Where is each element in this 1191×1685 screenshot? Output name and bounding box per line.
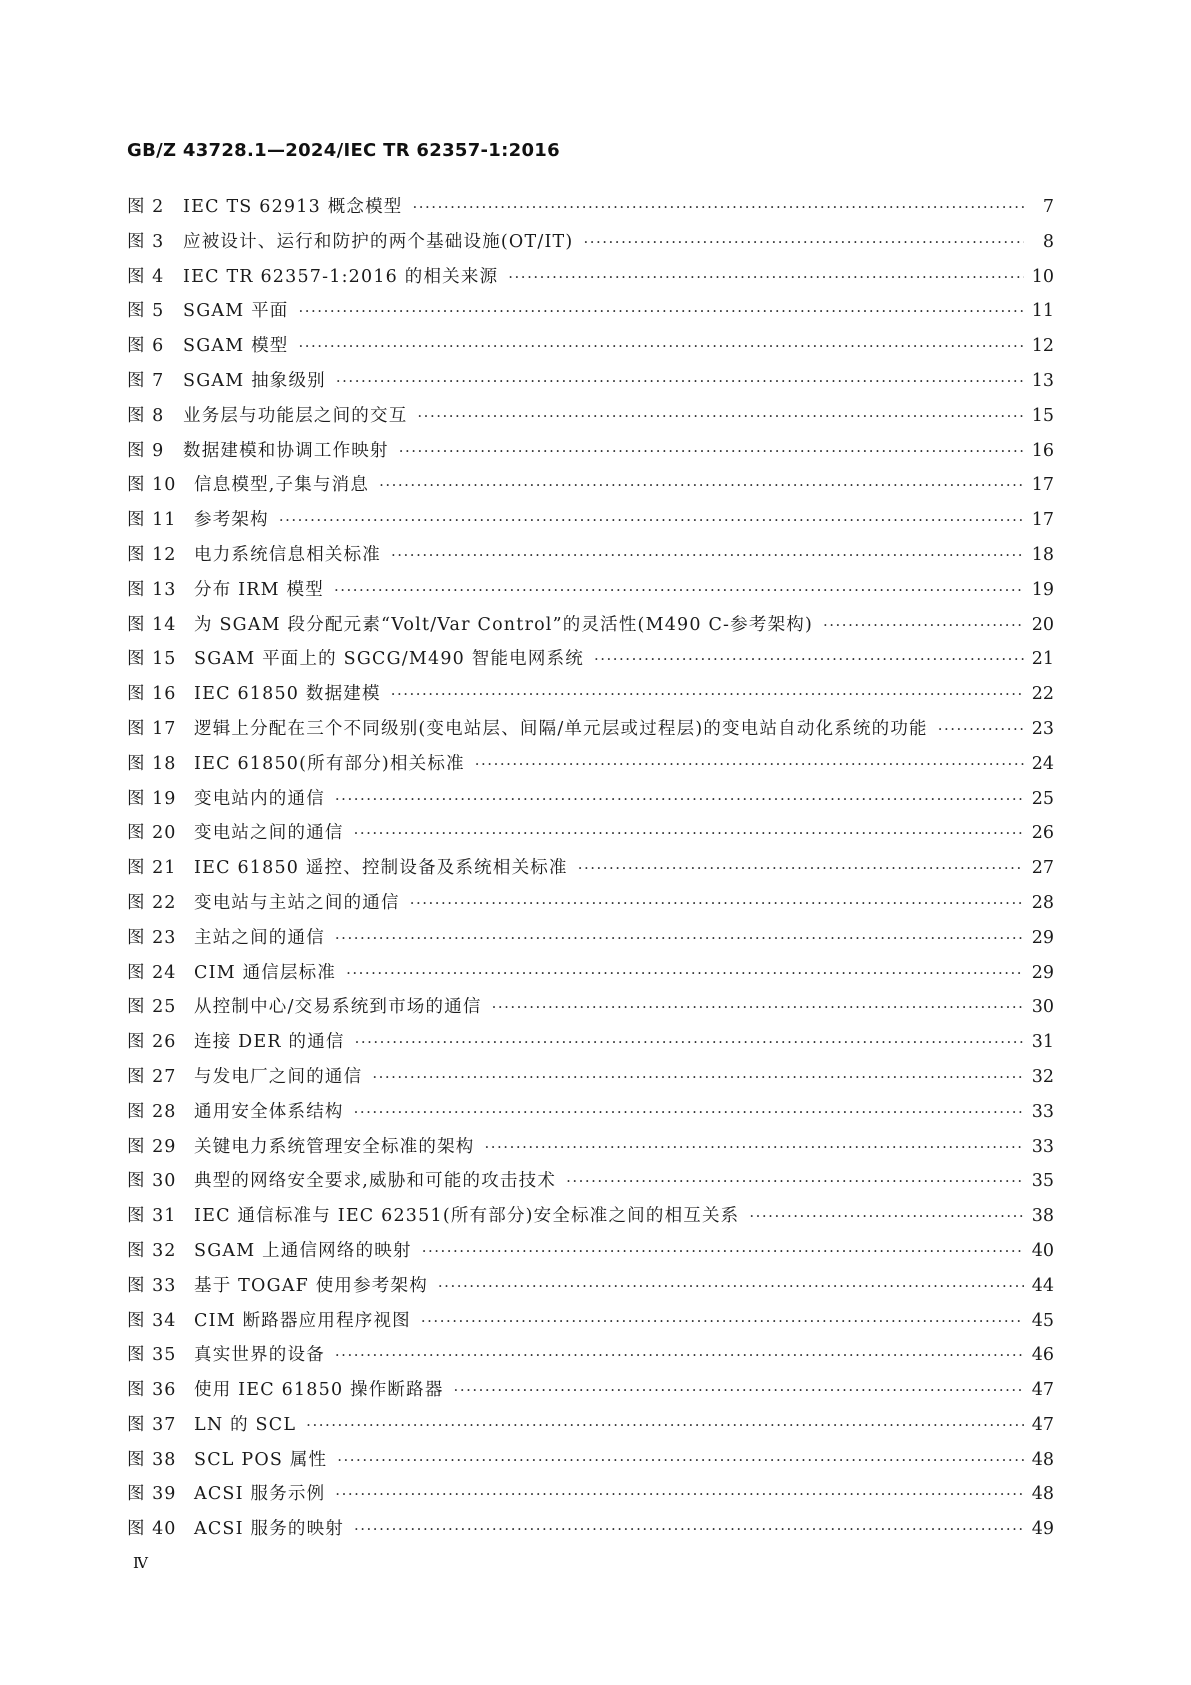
toc-page-number: 7	[1042, 197, 1054, 217]
toc-page-number: 45	[1031, 1310, 1054, 1331]
toc-entry[interactable]	[127, 1515, 1054, 1550]
toc-page-number: 21	[1031, 649, 1054, 670]
toc-entry[interactable]	[127, 193, 1054, 228]
toc-figure-title: IEC 61850 遥控、控制设备及系统相关标准	[194, 858, 568, 879]
toc-leader-dots	[938, 720, 1024, 738]
toc-page-number: 20	[1031, 614, 1054, 635]
toc-figure-label: 图 15	[127, 649, 177, 670]
toc-entry[interactable]	[127, 1133, 1054, 1168]
toc-page-number: 23	[1031, 718, 1054, 739]
toc-entry[interactable]	[127, 1341, 1054, 1376]
toc-entry[interactable]	[127, 680, 1054, 715]
toc-leader-dots	[492, 998, 1024, 1016]
toc-leader-dots	[508, 268, 1023, 286]
toc-figure-title: IEC 61850 数据建模	[194, 684, 381, 705]
toc-entry[interactable]	[127, 332, 1054, 367]
toc-page-number: 29	[1031, 962, 1054, 983]
toc-leader-dots	[399, 442, 1024, 460]
toc-entry[interactable]	[127, 785, 1054, 820]
toc-figure-label: 图 32	[127, 1240, 177, 1261]
toc-entry[interactable]	[127, 297, 1054, 332]
toc-leader-dots	[306, 1416, 1024, 1434]
toc-page-number: 33	[1031, 1101, 1054, 1122]
toc-page-number: 17	[1031, 510, 1054, 531]
toc-figure-title: CIM 断路器应用程序视图	[194, 1310, 411, 1331]
toc-figure-title: 电力系统信息相关标准	[194, 544, 381, 565]
toc-page-number: 27	[1031, 858, 1054, 879]
toc-leader-dots	[337, 1451, 1023, 1469]
toc-entry[interactable]	[127, 1376, 1054, 1411]
toc-page-number: 17	[1031, 475, 1054, 496]
toc-figure-label: 图 29	[127, 1136, 177, 1157]
toc-figure-title: 连接 DER 的通信	[194, 1032, 345, 1053]
toc-page-number: 18	[1031, 544, 1054, 565]
toc-page-number: 32	[1031, 1066, 1054, 1087]
toc-page-number: 24	[1031, 753, 1054, 774]
toc-entry[interactable]	[127, 471, 1054, 506]
toc-figure-label: 图 27	[127, 1066, 177, 1087]
toc-figure-label: 图 9	[127, 440, 165, 461]
toc-figure-title: ACSI 服务示例	[194, 1484, 326, 1505]
toc-leader-dots	[485, 1138, 1024, 1156]
toc-figure-label: 图 39	[127, 1484, 177, 1505]
toc-figure-label: 图 3	[127, 231, 165, 252]
toc-figure-title: IEC 61850(所有部分)相关标准	[194, 753, 465, 774]
toc-page-number: 13	[1031, 370, 1054, 391]
toc-page-number: 30	[1031, 997, 1054, 1018]
toc-page-number: 19	[1031, 579, 1054, 600]
toc-entry[interactable]	[127, 541, 1054, 576]
toc-leader-dots	[410, 894, 1024, 912]
toc-entry[interactable]	[127, 1063, 1054, 1098]
toc-figure-title: SGAM 模型	[183, 336, 289, 357]
toc-entry[interactable]	[127, 715, 1054, 750]
toc-figure-title: 变电站之间的通信	[194, 823, 344, 844]
toc-figure-label: 图 20	[127, 823, 177, 844]
toc-figure-label: 图 7	[127, 370, 165, 391]
toc-figure-label: 图 31	[127, 1206, 177, 1227]
document-header: GB/Z 43728.1—2024/IEC TR 62357-1:2016	[127, 140, 560, 161]
toc-leader-dots	[335, 790, 1024, 808]
toc-leader-dots	[749, 1207, 1023, 1225]
toc-page-number: 48	[1031, 1449, 1054, 1470]
toc-figure-label: 图 34	[127, 1310, 177, 1331]
toc-figure-title: SGAM 平面	[183, 301, 289, 322]
toc-figure-label: 图 22	[127, 892, 177, 913]
toc-leader-dots	[372, 1068, 1023, 1086]
toc-page-number: 33	[1031, 1136, 1054, 1157]
toc-entry[interactable]	[127, 1098, 1054, 1133]
toc-entry[interactable]	[127, 437, 1054, 472]
toc-entry[interactable]	[127, 611, 1054, 646]
toc-page-number: 25	[1031, 788, 1054, 809]
toc-leader-dots	[299, 302, 1024, 320]
toc-page-number: 40	[1031, 1240, 1054, 1261]
toc-figure-title: CIM 通信层标准	[194, 962, 337, 983]
toc-figure-title: 为 SGAM 段分配元素“Volt/Var Control”的灵活性(M490 C-参考架构)	[194, 614, 813, 635]
toc-page-number: 47	[1031, 1414, 1054, 1435]
toc-page-number: 31	[1031, 1032, 1054, 1053]
toc-figure-label: 图 30	[127, 1171, 177, 1192]
toc-entry[interactable]	[127, 263, 1054, 298]
toc-page-number: 35	[1031, 1171, 1054, 1192]
toc-figure-title: SGAM 抽象级别	[183, 370, 326, 391]
toc-page-number: 49	[1031, 1519, 1054, 1540]
toc-leader-dots	[391, 685, 1024, 703]
toc-page-number: 38	[1031, 1206, 1054, 1227]
toc-figure-label: 图 4	[127, 266, 165, 287]
toc-entry[interactable]	[127, 924, 1054, 959]
toc-figure-title: 与发电厂之间的通信	[194, 1066, 363, 1087]
toc-entry[interactable]	[127, 402, 1054, 437]
toc-figure-label: 图 25	[127, 997, 177, 1018]
toc-entry[interactable]	[127, 993, 1054, 1028]
toc-leader-dots	[823, 616, 1024, 634]
page-number: Ⅳ	[133, 1554, 148, 1572]
toc-leader-dots	[413, 198, 1025, 216]
toc-entry[interactable]	[127, 1307, 1054, 1342]
toc-entry[interactable]	[127, 819, 1054, 854]
toc-page-number: 12	[1031, 336, 1054, 357]
toc-figure-title: 通用安全体系结构	[194, 1101, 344, 1122]
toc-leader-dots	[566, 1172, 1024, 1190]
toc-figure-title: 逻辑上分配在三个不同级别(变电站层、间隔/单元层或过程层)的变电站自动化系统的功能	[194, 718, 928, 739]
toc-figure-title: SGAM 平面上的 SGCG/M490 智能电网系统	[194, 649, 584, 670]
toc-page-number: 15	[1031, 405, 1054, 426]
toc-leader-dots	[438, 1277, 1024, 1295]
toc-leader-dots	[355, 1033, 1024, 1051]
toc-page-number: 16	[1031, 440, 1054, 461]
toc-page-number: 26	[1031, 823, 1054, 844]
toc-figure-title: 信息模型,子集与消息	[194, 475, 370, 496]
toc-leader-dots	[346, 964, 1024, 982]
toc-leader-dots	[299, 337, 1024, 355]
toc-leader-dots	[583, 233, 1024, 251]
toc-figure-title: 关键电力系统管理安全标准的架构	[194, 1136, 475, 1157]
toc-page-number: 8	[1042, 231, 1054, 252]
toc-leader-dots	[354, 824, 1024, 842]
toc-entry[interactable]	[127, 645, 1054, 680]
toc-entry[interactable]	[127, 1272, 1054, 1307]
toc-figure-title: 应被设计、运行和防护的两个基础设施(OT/IT)	[183, 231, 574, 252]
toc-figure-label: 图 38	[127, 1449, 177, 1470]
toc-figure-title: IEC TS 62913 概念模型	[183, 197, 403, 217]
toc-entry[interactable]	[127, 1237, 1054, 1272]
toc-leader-dots	[335, 1485, 1023, 1503]
toc-entry[interactable]	[127, 1446, 1054, 1481]
toc-leader-dots	[354, 1103, 1024, 1121]
toc-leader-dots	[578, 859, 1024, 877]
toc-leader-dots	[379, 476, 1024, 494]
toc-figure-label: 图 6	[127, 336, 165, 357]
toc-leader-dots	[354, 1520, 1024, 1538]
toc-page-number: 48	[1031, 1484, 1054, 1505]
toc-figure-label: 图 17	[127, 718, 177, 739]
toc-figure-title: 真实世界的设备	[194, 1345, 325, 1366]
toc-figure-title: 基于 TOGAF 使用参考架构	[194, 1275, 428, 1296]
toc-figure-title: 变电站内的通信	[194, 788, 325, 809]
toc-entry[interactable]	[127, 959, 1054, 994]
toc-figure-title: 参考架构	[194, 510, 269, 531]
toc-figure-label: 图 35	[127, 1345, 177, 1366]
toc-leader-dots	[417, 407, 1023, 425]
toc-leader-dots	[421, 1312, 1024, 1330]
toc-page-number: 28	[1031, 892, 1054, 913]
toc-figure-title: 从控制中心/交易系统到市场的通信	[194, 997, 482, 1018]
toc-figure-title: SCL POS 属性	[194, 1449, 328, 1470]
toc-figure-label: 图 12	[127, 544, 177, 565]
toc-figure-title: 使用 IEC 61850 操作断路器	[194, 1380, 444, 1401]
toc-entry[interactable]	[127, 576, 1054, 611]
toc-leader-dots	[335, 1346, 1024, 1364]
toc-entry[interactable]	[127, 367, 1054, 402]
toc-figure-title: 业务层与功能层之间的交互	[183, 405, 408, 426]
toc-entry[interactable]	[127, 1167, 1054, 1202]
toc-entry[interactable]	[127, 1480, 1054, 1515]
toc-entry[interactable]	[127, 228, 1054, 263]
toc-leader-dots	[594, 650, 1024, 668]
toc-figure-title: 主站之间的通信	[194, 927, 325, 948]
toc-figure-title: IEC 通信标准与 IEC 62351(所有部分)安全标准之间的相互关系	[194, 1206, 740, 1227]
toc-figure-title: ACSI 服务的映射	[194, 1519, 344, 1540]
toc-figure-title: 变电站与主站之间的通信	[194, 892, 400, 913]
toc-entry[interactable]	[127, 1028, 1054, 1063]
toc-figure-label: 图 23	[127, 927, 177, 948]
toc-figure-label: 图 10	[127, 475, 177, 496]
toc-leader-dots	[336, 372, 1024, 390]
toc-leader-dots	[279, 511, 1024, 529]
toc-figure-label: 图 37	[127, 1414, 177, 1435]
toc-entry[interactable]	[127, 889, 1054, 924]
toc-leader-dots	[334, 581, 1024, 599]
toc-entry[interactable]	[127, 1202, 1054, 1237]
toc-leader-dots	[335, 929, 1024, 947]
toc-figure-label: 图 16	[127, 684, 177, 705]
toc-entry[interactable]	[127, 854, 1054, 889]
toc-figure-label: 图 2	[127, 197, 165, 217]
toc-page-number: 11	[1031, 301, 1054, 322]
toc-page-number: 46	[1031, 1345, 1054, 1366]
toc-figure-label: 图 28	[127, 1101, 177, 1122]
figure-list	[127, 193, 1054, 1550]
toc-figure-title: SGAM 上通信网络的映射	[194, 1240, 412, 1261]
toc-figure-label: 图 21	[127, 858, 177, 879]
toc-figure-label: 图 24	[127, 962, 177, 983]
toc-figure-label: 图 26	[127, 1032, 177, 1053]
toc-figure-title: 典型的网络安全要求,威胁和可能的攻击技术	[194, 1171, 557, 1192]
toc-leader-dots	[454, 1381, 1024, 1399]
toc-page-number: 10	[1031, 266, 1054, 287]
toc-figure-label: 图 14	[127, 614, 177, 635]
toc-figure-label: 图 13	[127, 579, 177, 600]
toc-entry[interactable]	[127, 1411, 1054, 1446]
toc-leader-dots	[391, 546, 1024, 564]
toc-figure-title: LN 的 SCL	[194, 1414, 297, 1435]
toc-figure-label: 图 33	[127, 1275, 177, 1296]
toc-figure-label: 图 8	[127, 405, 165, 426]
toc-page-number: 44	[1031, 1275, 1054, 1296]
toc-figure-title: 数据建模和协调工作映射	[183, 440, 389, 461]
toc-page-number: 29	[1031, 927, 1054, 948]
toc-page-number: 22	[1031, 684, 1054, 705]
toc-figure-label: 图 18	[127, 753, 177, 774]
toc-leader-dots	[422, 1242, 1024, 1260]
toc-figure-title: IEC TR 62357-1:2016 的相关来源	[183, 266, 499, 287]
toc-entry[interactable]	[127, 750, 1054, 785]
toc-figure-label: 图 11	[127, 510, 177, 531]
toc-figure-label: 图 40	[127, 1519, 177, 1540]
toc-figure-label: 图 36	[127, 1380, 177, 1401]
toc-entry[interactable]	[127, 506, 1054, 541]
toc-figure-label: 图 19	[127, 788, 177, 809]
toc-figure-title: 分布 IRM 模型	[194, 579, 324, 600]
toc-figure-label: 图 5	[127, 301, 165, 322]
toc-page-number: 47	[1031, 1380, 1054, 1401]
toc-leader-dots	[475, 755, 1024, 773]
